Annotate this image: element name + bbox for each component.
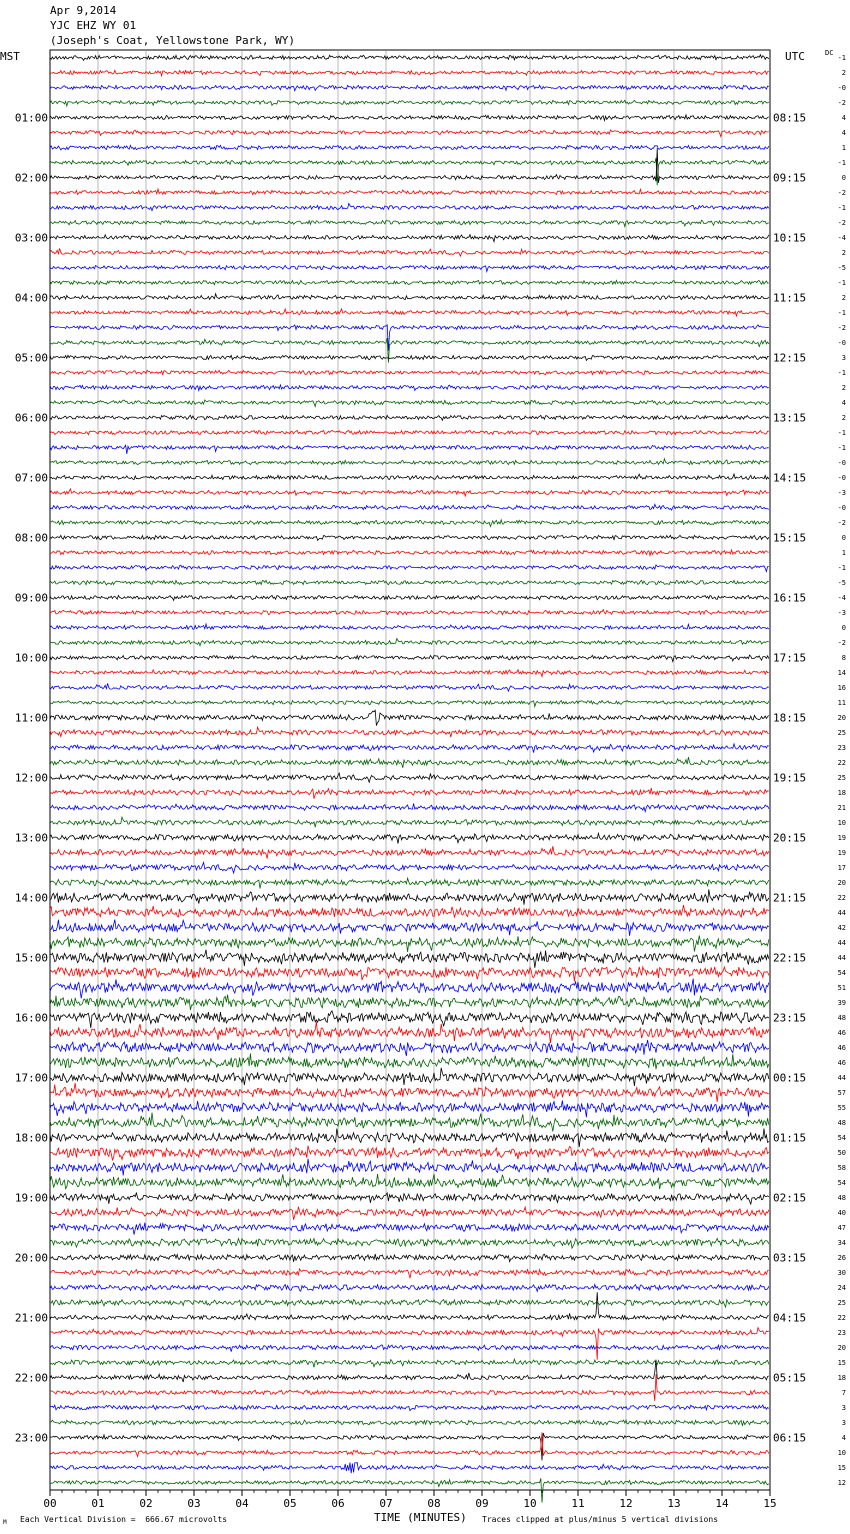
mst-hour-label: 11:00 <box>14 711 48 725</box>
dc-offset-label: 2 <box>841 384 846 392</box>
trace-row-4 <box>50 115 769 121</box>
trace-row-13 <box>50 248 769 256</box>
x-tick-label: 10 <box>523 1497 537 1510</box>
x-tick-label: 09 <box>475 1497 489 1510</box>
utc-hour-label: 08:15 <box>773 111 807 125</box>
trace-row-49 <box>50 788 769 799</box>
trace-row-38 <box>50 624 769 630</box>
utc-hour-label: 21:15 <box>773 891 807 905</box>
x-tick-label: 13 <box>667 1497 681 1510</box>
dc-offset-label: 19 <box>837 834 846 842</box>
dc-offset-label: 3 <box>841 1419 846 1427</box>
utc-hour-label: 00:15 <box>773 1071 807 1085</box>
dc-offset-label: -2 <box>837 639 846 647</box>
utc-hour-label: 18:15 <box>773 711 807 725</box>
dc-offset-label: -2 <box>837 219 846 227</box>
dc-offset-label: 47 <box>837 1224 846 1232</box>
dc-offset-label: 15 <box>837 1464 846 1472</box>
dc-offset-label: 22 <box>837 1314 846 1322</box>
dc-offset-label: 39 <box>837 999 846 1007</box>
trace-row-54 <box>50 862 769 873</box>
trace-row-5 <box>50 130 769 137</box>
trace-row-90 <box>50 1405 769 1411</box>
mst-hour-label: 19:00 <box>14 1191 48 1205</box>
dc-offset-label: -1 <box>837 429 846 437</box>
trace-row-76 <box>50 1193 769 1205</box>
trace-row-66 <box>50 1040 769 1056</box>
utc-hour-labels <box>773 112 806 1445</box>
dc-offset-label: 0 <box>841 624 846 632</box>
dc-offset-label: 46 <box>837 1029 846 1037</box>
trace-row-10 <box>50 204 769 211</box>
trace-row-55 <box>50 878 769 888</box>
dc-offset-label: -0 <box>837 504 846 512</box>
dc-offset-label: 25 <box>837 774 846 782</box>
trace-row-32 <box>50 535 769 540</box>
right-timezone-label: UTC <box>785 50 805 63</box>
trace-row-74 <box>50 1159 769 1176</box>
x-tick-label: 11 <box>571 1497 585 1510</box>
trace-row-35 <box>50 580 769 585</box>
trace-row-63 <box>50 995 769 1010</box>
trace-row-18 <box>50 325 769 351</box>
utc-hour-label: 20:15 <box>773 831 807 845</box>
dc-offset-label: 4 <box>841 114 846 122</box>
dc-offset-label: 50 <box>837 1149 846 1157</box>
mst-hour-label: 21:00 <box>14 1311 48 1325</box>
mst-hour-label: 22:00 <box>14 1371 48 1385</box>
mst-hour-label: 13:00 <box>14 831 48 845</box>
trace-row-21 <box>50 370 769 374</box>
dc-offset-label: -3 <box>837 489 846 497</box>
utc-hour-label: 03:15 <box>773 1251 807 1265</box>
trace-row-67 <box>50 1053 769 1069</box>
dc-offset-label: -0 <box>837 474 846 482</box>
x-tick-label: 02 <box>139 1497 153 1510</box>
trace-row-87 <box>50 1359 769 1367</box>
trace-row-40 <box>50 655 769 661</box>
trace-row-37 <box>50 610 769 615</box>
mst-hour-label: 04:00 <box>14 291 48 305</box>
dc-offset-label: 10 <box>837 819 846 827</box>
trace-row-1 <box>50 70 769 75</box>
dc-offset-label: 22 <box>837 894 846 902</box>
trace-row-15 <box>50 280 769 284</box>
x-tick-label: 07 <box>379 1497 393 1510</box>
x-tick-label: 05 <box>283 1497 297 1510</box>
trace-row-36 <box>50 595 769 600</box>
trace-row-2 <box>50 85 769 91</box>
dc-offset-label: 18 <box>837 789 846 797</box>
trace-row-70 <box>50 1101 769 1118</box>
dc-offset-label: 3 <box>841 1404 846 1412</box>
trace-row-79 <box>50 1238 769 1248</box>
x-tick-label: 04 <box>235 1497 249 1510</box>
trace-row-64 <box>50 1011 769 1028</box>
utc-hour-label: 16:15 <box>773 591 807 605</box>
dc-offset-label: 54 <box>837 1179 846 1187</box>
dc-offset-label: 2 <box>841 414 846 422</box>
trace-row-22 <box>50 385 769 391</box>
utc-hour-label: 12:15 <box>773 351 807 365</box>
dc-offset-label: 46 <box>837 1044 846 1052</box>
dc-offset-label: 24 <box>837 1284 846 1292</box>
dc-offset-label: -1 <box>837 309 846 317</box>
trace-row-72 <box>50 1129 769 1148</box>
dc-offset-label: 4 <box>841 129 846 137</box>
vertical-scale-note: Each Vertical Division = 666.67 microvolts <box>20 1515 228 1524</box>
station-code: YJC EHZ WY 01 <box>50 19 137 32</box>
dc-offset-label: -2 <box>837 519 846 527</box>
mst-hour-label: 14:00 <box>14 891 48 905</box>
mst-hour-label: 08:00 <box>14 531 48 545</box>
trace-row-82 <box>50 1285 769 1292</box>
trace-row-33 <box>50 550 769 556</box>
trace-row-50 <box>50 803 769 811</box>
trace-row-23 <box>50 400 769 407</box>
dc-offset-label: 44 <box>837 939 846 947</box>
utc-hour-label: 23:15 <box>773 1011 807 1025</box>
utc-hour-label: 01:15 <box>773 1131 807 1145</box>
dc-offset-label: 34 <box>837 1239 846 1247</box>
dc-offset-label: 4 <box>841 1434 846 1442</box>
dc-offset-label: 0 <box>841 534 846 542</box>
dc-offset-label: -1 <box>837 369 846 377</box>
trace-row-57 <box>50 905 769 917</box>
trace-row-85 <box>50 1328 769 1360</box>
x-tick-label: 01 <box>91 1497 105 1510</box>
trace-row-69 <box>50 1083 769 1102</box>
dc-offset-label: -0 <box>837 84 846 92</box>
trace-row-61 <box>50 967 769 982</box>
trace-row-78 <box>50 1223 769 1235</box>
trace-row-0 <box>50 55 769 61</box>
dc-offset-label: 11 <box>837 699 846 707</box>
utc-hour-label: 22:15 <box>773 951 807 965</box>
dc-offset-label: 26 <box>837 1254 846 1262</box>
trace-row-48 <box>50 773 769 782</box>
dc-offset-label: 15 <box>837 1359 846 1367</box>
trace-row-12 <box>50 235 769 242</box>
dc-offset-label: -2 <box>837 189 846 197</box>
dc-offset-label: 14 <box>837 669 846 677</box>
dc-offset-label: -3 <box>837 609 846 617</box>
dc-offset-label: -1 <box>837 54 846 62</box>
dc-offset-label: -1 <box>837 279 846 287</box>
clip-note: Traces clipped at plus/minus 5 vertical divisions <box>482 1515 719 1524</box>
trace-row-26 <box>50 445 769 454</box>
dc-offset-label: -2 <box>837 324 846 332</box>
mst-hour-label: 02:00 <box>14 171 48 185</box>
dc-offset-label: 23 <box>837 744 846 752</box>
dc-offset-label: 25 <box>837 729 846 737</box>
trace-row-59 <box>50 935 769 952</box>
trace-row-6 <box>50 145 769 150</box>
x-tick-label: 15 <box>763 1497 777 1510</box>
dc-offset-label: -5 <box>837 264 846 272</box>
utc-hour-label: 17:15 <box>773 651 807 665</box>
dc-offset-label: -5 <box>837 579 846 587</box>
trace-row-30 <box>50 504 769 510</box>
dc-offset-label: 2 <box>841 249 846 257</box>
dc-offset-label: 17 <box>837 864 846 872</box>
dc-offset-label: -1 <box>837 204 846 212</box>
trace-row-8 <box>50 148 769 183</box>
dc-offset-label: 55 <box>837 1104 846 1112</box>
dc-offset-label: 25 <box>837 1299 846 1307</box>
mst-hour-label: 07:00 <box>14 471 48 485</box>
x-tick-label: 00 <box>43 1497 57 1510</box>
trace-row-47 <box>50 757 769 768</box>
dc-offset-label: 42 <box>837 924 846 932</box>
trace-row-80 <box>50 1254 769 1262</box>
dc-offset-label: 58 <box>837 1164 846 1172</box>
dc-offset-label: 30 <box>837 1269 846 1277</box>
dc-offset-label: 3 <box>841 354 846 362</box>
dc-offset-label: 8 <box>841 654 846 662</box>
utc-hour-label: 14:15 <box>773 471 807 485</box>
mst-hour-label: 06:00 <box>14 411 48 425</box>
dc-offset-label: 48 <box>837 1014 846 1022</box>
dc-offset-label: 4 <box>841 399 846 407</box>
dc-offset-label: 54 <box>837 969 846 977</box>
dc-offset-label: -4 <box>837 234 846 242</box>
dc-offset-label: 23 <box>837 1329 846 1337</box>
dc-offset-label: 20 <box>837 1344 846 1352</box>
trace-row-86 <box>50 1345 769 1352</box>
utc-hour-label: 02:15 <box>773 1191 807 1205</box>
trace-row-11 <box>50 220 769 226</box>
dc-offset-label: 54 <box>837 1134 846 1142</box>
trace-row-39 <box>50 639 769 646</box>
utc-hour-label: 06:15 <box>773 1431 807 1445</box>
trace-row-24 <box>50 415 769 420</box>
dc-offset-label: 48 <box>837 1194 846 1202</box>
dc-offset-label: 40 <box>837 1209 846 1217</box>
trace-row-29 <box>50 489 769 496</box>
trace-row-34 <box>50 565 769 572</box>
mst-hour-label: 15:00 <box>14 951 48 965</box>
mst-hour-label: 09:00 <box>14 591 48 605</box>
trace-row-62 <box>50 979 769 999</box>
trace-row-75 <box>50 1174 769 1189</box>
x-tick-label: 03 <box>187 1497 201 1510</box>
trace-row-42 <box>50 683 769 691</box>
trace-row-83 <box>50 1300 769 1308</box>
dc-offset-label: 22 <box>837 759 846 767</box>
dc-offset-label: -1 <box>837 159 846 167</box>
trace-row-28 <box>50 474 769 480</box>
dc-offset-header: DC <box>825 49 834 57</box>
trace-row-17 <box>50 309 769 316</box>
trace-row-31 <box>50 520 769 527</box>
x-tick-label: 08 <box>427 1497 441 1510</box>
trace-row-58 <box>50 920 769 936</box>
trace-row-94 <box>50 1463 769 1474</box>
dc-offset-label: 18 <box>837 1374 846 1382</box>
trace-row-7 <box>50 158 769 185</box>
dc-offset-label: 7 <box>841 1389 846 1397</box>
trace-row-73 <box>50 1146 769 1160</box>
dc-offset-label: 19 <box>837 849 846 857</box>
utc-hour-label: 10:15 <box>773 231 807 245</box>
mst-hour-label: 10:00 <box>14 651 48 665</box>
x-tick-label: 06 <box>331 1497 345 1510</box>
trace-row-91 <box>50 1420 769 1426</box>
trace-row-9 <box>50 189 769 195</box>
utc-hour-label: 05:15 <box>773 1371 807 1385</box>
trace-row-68 <box>50 1068 769 1086</box>
dc-offset-label: 10 <box>837 1449 846 1457</box>
trace-row-53 <box>50 846 769 858</box>
trace-row-20 <box>50 355 769 361</box>
trace-row-71 <box>50 1113 769 1132</box>
trace-row-25 <box>50 430 769 434</box>
dc-offset-label: -4 <box>837 594 846 602</box>
dc-offset-label: 2 <box>841 69 846 77</box>
trace-row-51 <box>50 817 769 827</box>
mst-hour-label: 05:00 <box>14 351 48 365</box>
left-timezone-label: MST <box>0 50 20 63</box>
dc-offset-label: 0 <box>841 174 846 182</box>
trace-row-65 <box>50 1022 769 1043</box>
dc-offset-label: 44 <box>837 909 846 917</box>
footer-mark: M <box>3 1519 7 1526</box>
trace-row-44 <box>50 710 769 725</box>
utc-hour-label: 11:15 <box>773 291 807 305</box>
dc-offset-label: 44 <box>837 954 846 962</box>
mst-hour-label: 12:00 <box>14 771 48 785</box>
trace-row-56 <box>50 889 769 904</box>
dc-offset-label: -0 <box>837 459 846 467</box>
dc-offset-label: 2 <box>841 294 846 302</box>
x-axis <box>43 1490 776 1510</box>
trace-row-43 <box>50 701 769 707</box>
utc-hour-label: 09:15 <box>773 171 807 185</box>
dc-offset-label: 16 <box>837 684 846 692</box>
dc-offset-label: -1 <box>837 444 846 452</box>
x-axis-title: TIME (MINUTES) <box>374 1511 467 1524</box>
utc-hour-label: 19:15 <box>773 771 807 785</box>
trace-row-84 <box>50 1292 769 1320</box>
utc-hour-label: 04:15 <box>773 1311 807 1325</box>
dc-offset-label: 21 <box>837 804 846 812</box>
trace-row-45 <box>50 727 769 737</box>
dc-offset-label: 57 <box>837 1089 846 1097</box>
mst-hour-label: 23:00 <box>14 1431 48 1445</box>
trace-row-60 <box>50 950 769 968</box>
x-tick-label: 14 <box>715 1497 729 1510</box>
trace-row-89 <box>50 1374 769 1401</box>
trace-row-3 <box>50 100 769 106</box>
plot-date: Apr 9,2014 <box>50 4 117 17</box>
trace-row-27 <box>50 459 769 465</box>
dc-offset-label: 20 <box>837 879 846 887</box>
seismic-traces <box>50 55 769 1503</box>
utc-hour-label: 13:15 <box>773 411 807 425</box>
dc-offset-label: 1 <box>841 144 846 152</box>
dc-offset-label: 1 <box>841 549 846 557</box>
mst-hour-label: 20:00 <box>14 1251 48 1265</box>
trace-row-14 <box>50 266 769 272</box>
dc-offset-label: 51 <box>837 984 846 992</box>
mst-hour-label: 16:00 <box>14 1011 48 1025</box>
dc-offset-labels <box>838 54 846 1487</box>
x-tick-label: 12 <box>619 1497 633 1510</box>
mst-hour-labels <box>15 112 48 1445</box>
station-location: (Joseph's Coat, Yellowstone Park, WY) <box>50 34 296 47</box>
trace-row-41 <box>50 670 769 677</box>
trace-row-52 <box>50 833 769 843</box>
dc-offset-label: 44 <box>837 1074 846 1082</box>
mst-hour-label: 18:00 <box>14 1131 48 1145</box>
trace-row-46 <box>50 744 769 753</box>
mst-hour-label: 17:00 <box>14 1071 48 1085</box>
trace-row-16 <box>50 294 769 300</box>
mst-hour-label: 03:00 <box>14 231 48 245</box>
dc-offset-label: 20 <box>837 714 846 722</box>
dc-offset-label: -2 <box>837 99 846 107</box>
dc-offset-label: 48 <box>837 1119 846 1127</box>
trace-row-92 <box>50 1433 769 1460</box>
dc-offset-label: 46 <box>837 1059 846 1067</box>
dc-offset-label: 12 <box>837 1479 846 1487</box>
utc-hour-label: 15:15 <box>773 531 807 545</box>
trace-row-77 <box>50 1207 769 1220</box>
trace-row-81 <box>50 1269 769 1278</box>
dc-offset-label: -1 <box>837 564 846 572</box>
dc-offset-label: -0 <box>837 339 846 347</box>
mst-hour-label: 01:00 <box>14 111 48 125</box>
